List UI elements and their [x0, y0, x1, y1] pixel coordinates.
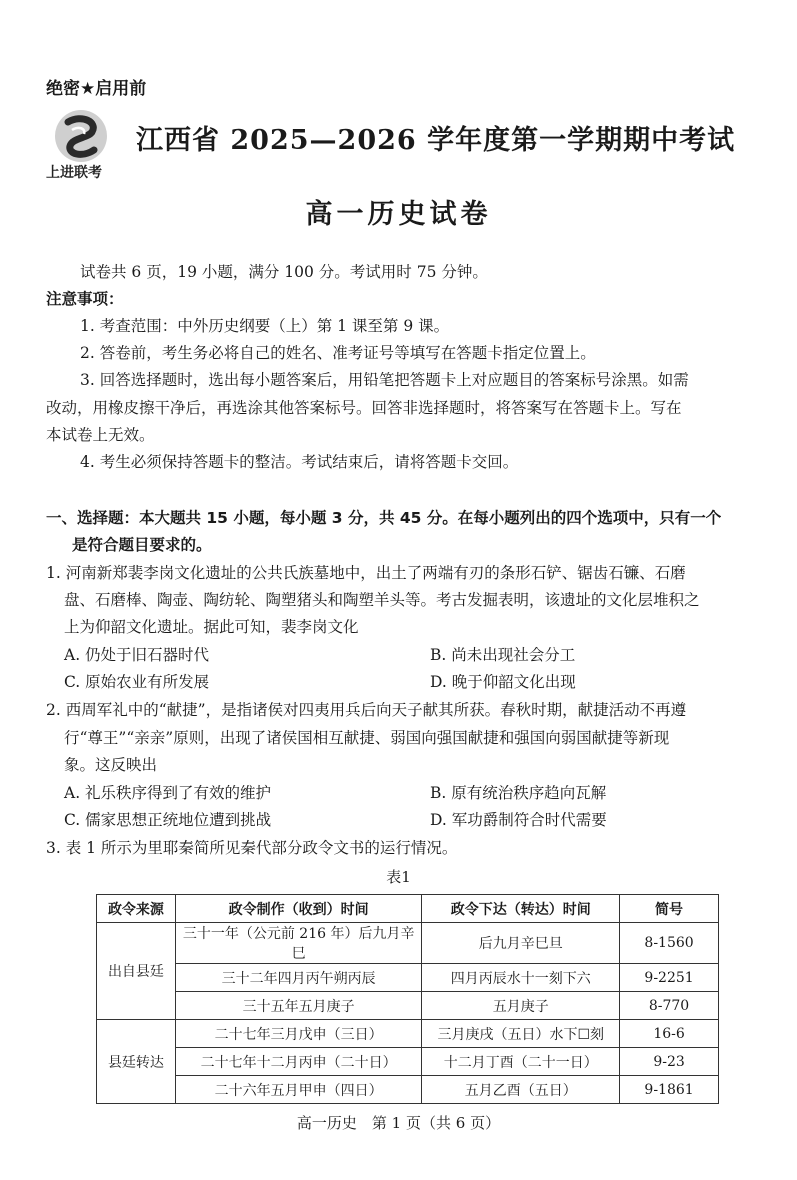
note-4: 4. 考生必须保持答题卡的整洁。考试结束后，请将答题卡交回。	[80, 453, 519, 471]
q1-option-d: D. 晚于仰韶文化出现	[430, 673, 576, 691]
table-cell: 8-1560	[620, 923, 719, 964]
exam-summary: 试卷共 6 页，19 小题，满分 100 分。考试用时 75 分钟。	[80, 263, 488, 281]
table-cell: 三十五年五月庚子	[175, 992, 422, 1020]
table-cell: 9-2251	[620, 964, 719, 992]
q2-option-b: B. 原有统治秩序趋向瓦解	[430, 784, 607, 802]
notes-heading: 注意事项：	[46, 290, 124, 308]
q1-stem-line-1: 1. 河南新郑裴李岗文化遗址的公共氏族墓地中，出土了两端有刃的条形石铲、锯齿石镰、石磨	[46, 564, 686, 582]
q2-option-d: D. 军功爵制符合时代需要	[430, 811, 607, 829]
page-footer: 高一历史 第 1 页（共 6 页）	[296, 1114, 501, 1132]
table-cell: 二十七年三月戊申（三日）	[175, 1020, 422, 1048]
q1-option-c: C. 原始农业有所发展	[64, 673, 210, 691]
section-1-heading-cont: 是符合题目要求的。	[72, 536, 212, 554]
note-3-line-2: 改动，用橡皮擦干净后，再选涂其他答案标号。回答非选择题时，将答案写在答题卡上。写在	[46, 399, 682, 417]
table-cell: 五月乙酉（五日）	[422, 1076, 620, 1104]
note-3-line-3: 本试卷上无效。	[46, 426, 155, 444]
q2-stem-line-3: 象。这反映出	[64, 756, 158, 774]
q2-option-c: C. 儒家思想正统地位遭到挑战	[64, 811, 272, 829]
table-group-cell: 县廷转达	[97, 1020, 176, 1104]
table-cell: 五月庚子	[422, 992, 620, 1020]
table-group-cell: 出自县廷	[97, 923, 176, 1020]
table-row	[97, 1076, 719, 1104]
table-cell: 三十二年四月丙午朔丙辰	[175, 964, 422, 992]
q1-option-a: A. 仍处于旧石器时代	[64, 646, 210, 664]
table-cell: 十二月丁酉（二十一日）	[422, 1048, 620, 1076]
table-row	[97, 964, 719, 992]
q1-stem-line-2: 盘、石磨棒、陶壶、陶纺轮、陶塑猪头和陶塑羊头等。考古发掘表明，该遗址的文化层堆积之	[64, 591, 700, 609]
table-header-cell: 政令下达（转达）时间	[422, 895, 620, 923]
table-row	[97, 1020, 719, 1048]
exam-logo-text: 上进联考	[46, 165, 102, 181]
q2-stem-line-1: 2. 西周军礼中的“献捷”，是指诸侯对四夷用兵后向天子献其所获。春秋时期，献捷活动不再遵	[46, 701, 687, 719]
table-cell: 四月丙辰水十一刻下六	[422, 964, 620, 992]
table-header-row	[97, 895, 719, 923]
confidential-label: 绝密★启用前	[46, 79, 147, 99]
table-cell: 二十六年五月甲申（四日）	[175, 1076, 422, 1104]
note-3-line-1: 3. 回答选择题时，选出每小题答案后，用铅笔把答题卡上对应题目的答案标号涂黑。如需	[80, 371, 689, 389]
section-1-heading: 一、选择题：本大题共 15 小题，每小题 3 分，共 45 分。在每小题列出的四个选项中，只有一个	[46, 509, 722, 527]
table-row	[97, 992, 719, 1020]
q3-stem-line-1: 3. 表 1 所示为里耶秦简所见秦代部分政令文书的运行情况。	[46, 839, 458, 857]
note-2: 2. 答卷前，考生务必将自己的姓名、准考证号等填写在答题卡指定位置上。	[80, 344, 596, 362]
table-cell: 后九月辛巳旦	[422, 923, 620, 964]
exam-title: 江西省 2025—2026 学年度第一学期期中考试	[136, 125, 736, 156]
table-cell: 9-23	[620, 1048, 719, 1076]
table-header-cell: 简号	[620, 895, 719, 923]
table-cell: 三月庚戌（五日）水下☐刻	[422, 1020, 620, 1048]
q1-stem-line-3: 上为仰韶文化遗址。据此可知，裴李岗文化	[64, 618, 359, 636]
q2-option-a: A. 礼乐秩序得到了有效的维护	[64, 784, 272, 802]
table-cell: 三十一年（公元前 216 年）后九月辛巳	[175, 923, 422, 964]
table-header-cell: 政令来源	[97, 895, 176, 923]
table-row	[97, 923, 719, 964]
table-row	[97, 1048, 719, 1076]
table-cell: 9-1861	[620, 1076, 719, 1104]
table-cell: 二十七年十二月丙申（二十日）	[175, 1048, 422, 1076]
decree-table	[96, 894, 719, 1104]
table-caption: 表1	[386, 868, 411, 886]
table-header-cell: 政令制作（收到）时间	[175, 895, 422, 923]
note-1: 1. 考查范围：中外历史纲要（上）第 1 课至第 9 课。	[80, 317, 450, 335]
q1-option-b: B. 尚未出现社会分工	[430, 646, 576, 664]
subject-title: 高一历史试卷	[305, 199, 492, 230]
table-cell: 8-770	[620, 992, 719, 1020]
table-cell: 16-6	[620, 1020, 719, 1048]
q2-stem-line-2: 行“尊王”“亲亲”原则，出现了诸侯国相互献捷、弱国向强国献捷和强国向弱国献捷等新现	[64, 729, 670, 747]
